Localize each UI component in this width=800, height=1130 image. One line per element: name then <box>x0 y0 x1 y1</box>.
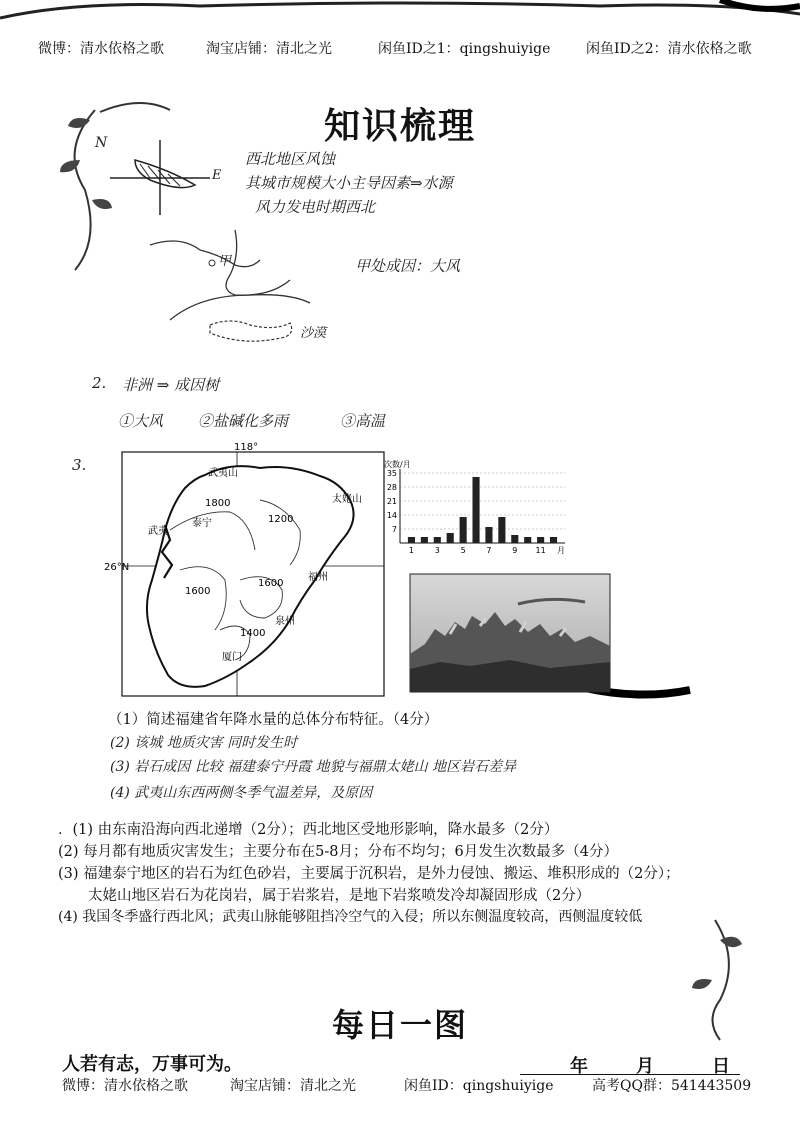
question-1: （1）简述福建省年降水量的总体分布特征。（4分） <box>108 712 439 728</box>
chart-bar <box>472 477 479 543</box>
map-place-fuzhou: 福州 <box>308 572 328 583</box>
answer-3-part-b: 太姥山地区岩石为花岗岩，属于岩浆岩，是地下岩浆喷发冷却凝固形成（2分） <box>88 888 591 904</box>
answer-4: (4) 我国冬季盛行西北风；武夷山脉能够阻挡冷空气的入侵；所以东侧温度较高，西侧温度较低 <box>58 909 643 925</box>
chart-bar <box>537 537 544 543</box>
chart-bar <box>408 537 415 543</box>
desert-label: 沙漠 <box>300 326 327 341</box>
chart-ytick-label: 21 <box>386 497 397 506</box>
item-2-a: ①大风 <box>118 412 164 430</box>
chart-bar <box>550 537 557 543</box>
chart-xtick-label: 11 <box>535 546 546 555</box>
header-bar <box>0 38 800 60</box>
daily-title: 每日一图 <box>331 1006 468 1044</box>
map-isoline-1600-west: 1600 <box>185 586 211 597</box>
item-3-number: 3. <box>72 456 87 474</box>
map-lat-label: 26°N <box>104 562 130 573</box>
footer-taobao: 淘宝店铺：清北之光 <box>230 1078 356 1094</box>
chart-xtick-label: 月 <box>557 546 565 555</box>
jia-label: 甲 <box>218 254 232 269</box>
header-taobao: 淘宝店铺：清北之光 <box>206 41 332 57</box>
map-isoline-1200: 1200 <box>268 514 294 525</box>
jia-note: 甲处成因：大风 <box>355 257 461 275</box>
item-2-c: ③高温 <box>340 412 386 430</box>
handwritten-2: (2) 该城 地质灾害 同时发生时 <box>110 735 298 751</box>
date-day: 日 <box>712 1056 730 1077</box>
chart-ytick-label: 14 <box>386 511 397 520</box>
date-month: 月 <box>636 1056 654 1077</box>
chart-ytick-label: 7 <box>391 525 397 534</box>
answer-3-part-a: (3) 福建泰宁地区的岩石为红色砂岩，主要属于沉积岩，是外力侵蚀、搬运、堆积形成的（2分）； <box>58 866 680 882</box>
map-isoline-1400: 1400 <box>240 628 266 639</box>
map-lon-label: 118° <box>234 442 259 453</box>
footer-xianyu: 闲鱼ID：qingshuiyige <box>404 1078 554 1094</box>
page-title: 知识梳理 <box>323 106 476 147</box>
header-xianyu-1: 闲鱼ID之1：qingshuiyige <box>378 41 551 57</box>
chart-bar <box>511 535 518 543</box>
date-line <box>0 1052 800 1076</box>
rock-landscape-photo <box>410 574 610 692</box>
chart-xtick-label: 3 <box>434 546 440 555</box>
sketch-label-n: N <box>95 135 108 151</box>
map-place-xiamen: 厦门 <box>222 652 242 663</box>
chart-bar <box>524 537 531 543</box>
chart-bar <box>460 517 467 543</box>
map-isoline-1600-east: 1600 <box>258 578 284 589</box>
footer-qq: 高考QQ群：541443509 <box>592 1078 752 1094</box>
footer-weibo: 微博：清水依格之歌 <box>62 1078 188 1094</box>
chart-bar <box>421 537 428 543</box>
map-place-taimushan: 太姥山 <box>332 494 362 505</box>
map-place-quanzhou: 泉州 <box>275 616 295 627</box>
answer-2: (2) 每月都有地质灾害发生；主要分布在5-8月；分布不均匀；6月发生次数最多（4分） <box>58 844 618 860</box>
chart-xtick-label: 7 <box>486 546 492 555</box>
fujian-map <box>104 440 390 702</box>
note-line-3: 风力发电时期西北 <box>255 198 376 216</box>
header-xianyu-2: 闲鱼ID之2：清水依格之歌 <box>586 41 752 57</box>
sketch-label-e: E <box>212 168 222 183</box>
motto: 人若有志，万事可为。 <box>62 1054 242 1075</box>
item-2-number: 2. <box>92 374 107 392</box>
note-line-2: 其城市规模大小主导因素⇒水源 <box>245 174 453 192</box>
map-isoline-1800: 1800 <box>205 498 231 509</box>
chart-xtick-label: 5 <box>460 546 466 555</box>
chart-ylabel: 次数/月 <box>384 460 411 469</box>
disaster-bar-chart <box>378 455 578 565</box>
map-place-wuyi-range: 武夷 <box>148 526 168 537</box>
chart-bar <box>447 533 454 543</box>
chart-xtick-label: 9 <box>512 546 518 555</box>
chart-bar <box>485 527 492 543</box>
map-place-wuyishan: 武夷山 <box>208 468 238 479</box>
handwritten-4: (4) 武夷山东西两侧冬季气温差异，及原因 <box>110 785 373 801</box>
chart-xtick-label: 1 <box>408 546 415 555</box>
item-2-b: ②盐碱化多雨 <box>198 412 289 430</box>
note-line-1: 西北地区风蚀 <box>245 150 336 168</box>
chart-ytick-label: 35 <box>386 469 397 478</box>
chart-ytick-label: 28 <box>386 483 397 492</box>
handwritten-3: (3) 岩石成因 比较 福建泰宁丹霞 地貌与福鼎太姥山 地区岩石差异 <box>110 759 517 775</box>
chart-bar <box>498 517 505 543</box>
answer-1: ．(1) 由东南沿海向西北递增（2分）；西北地区受地形影响，降水最多（2分） <box>58 822 559 838</box>
map-place-taining: 泰宁 <box>192 518 212 529</box>
item-2-heading: 非洲 ⇒ 成因树 <box>122 376 220 394</box>
date-year: 年 <box>570 1056 588 1077</box>
header-weibo: 微博：清水依格之歌 <box>38 41 164 57</box>
chart-bar <box>434 537 441 543</box>
